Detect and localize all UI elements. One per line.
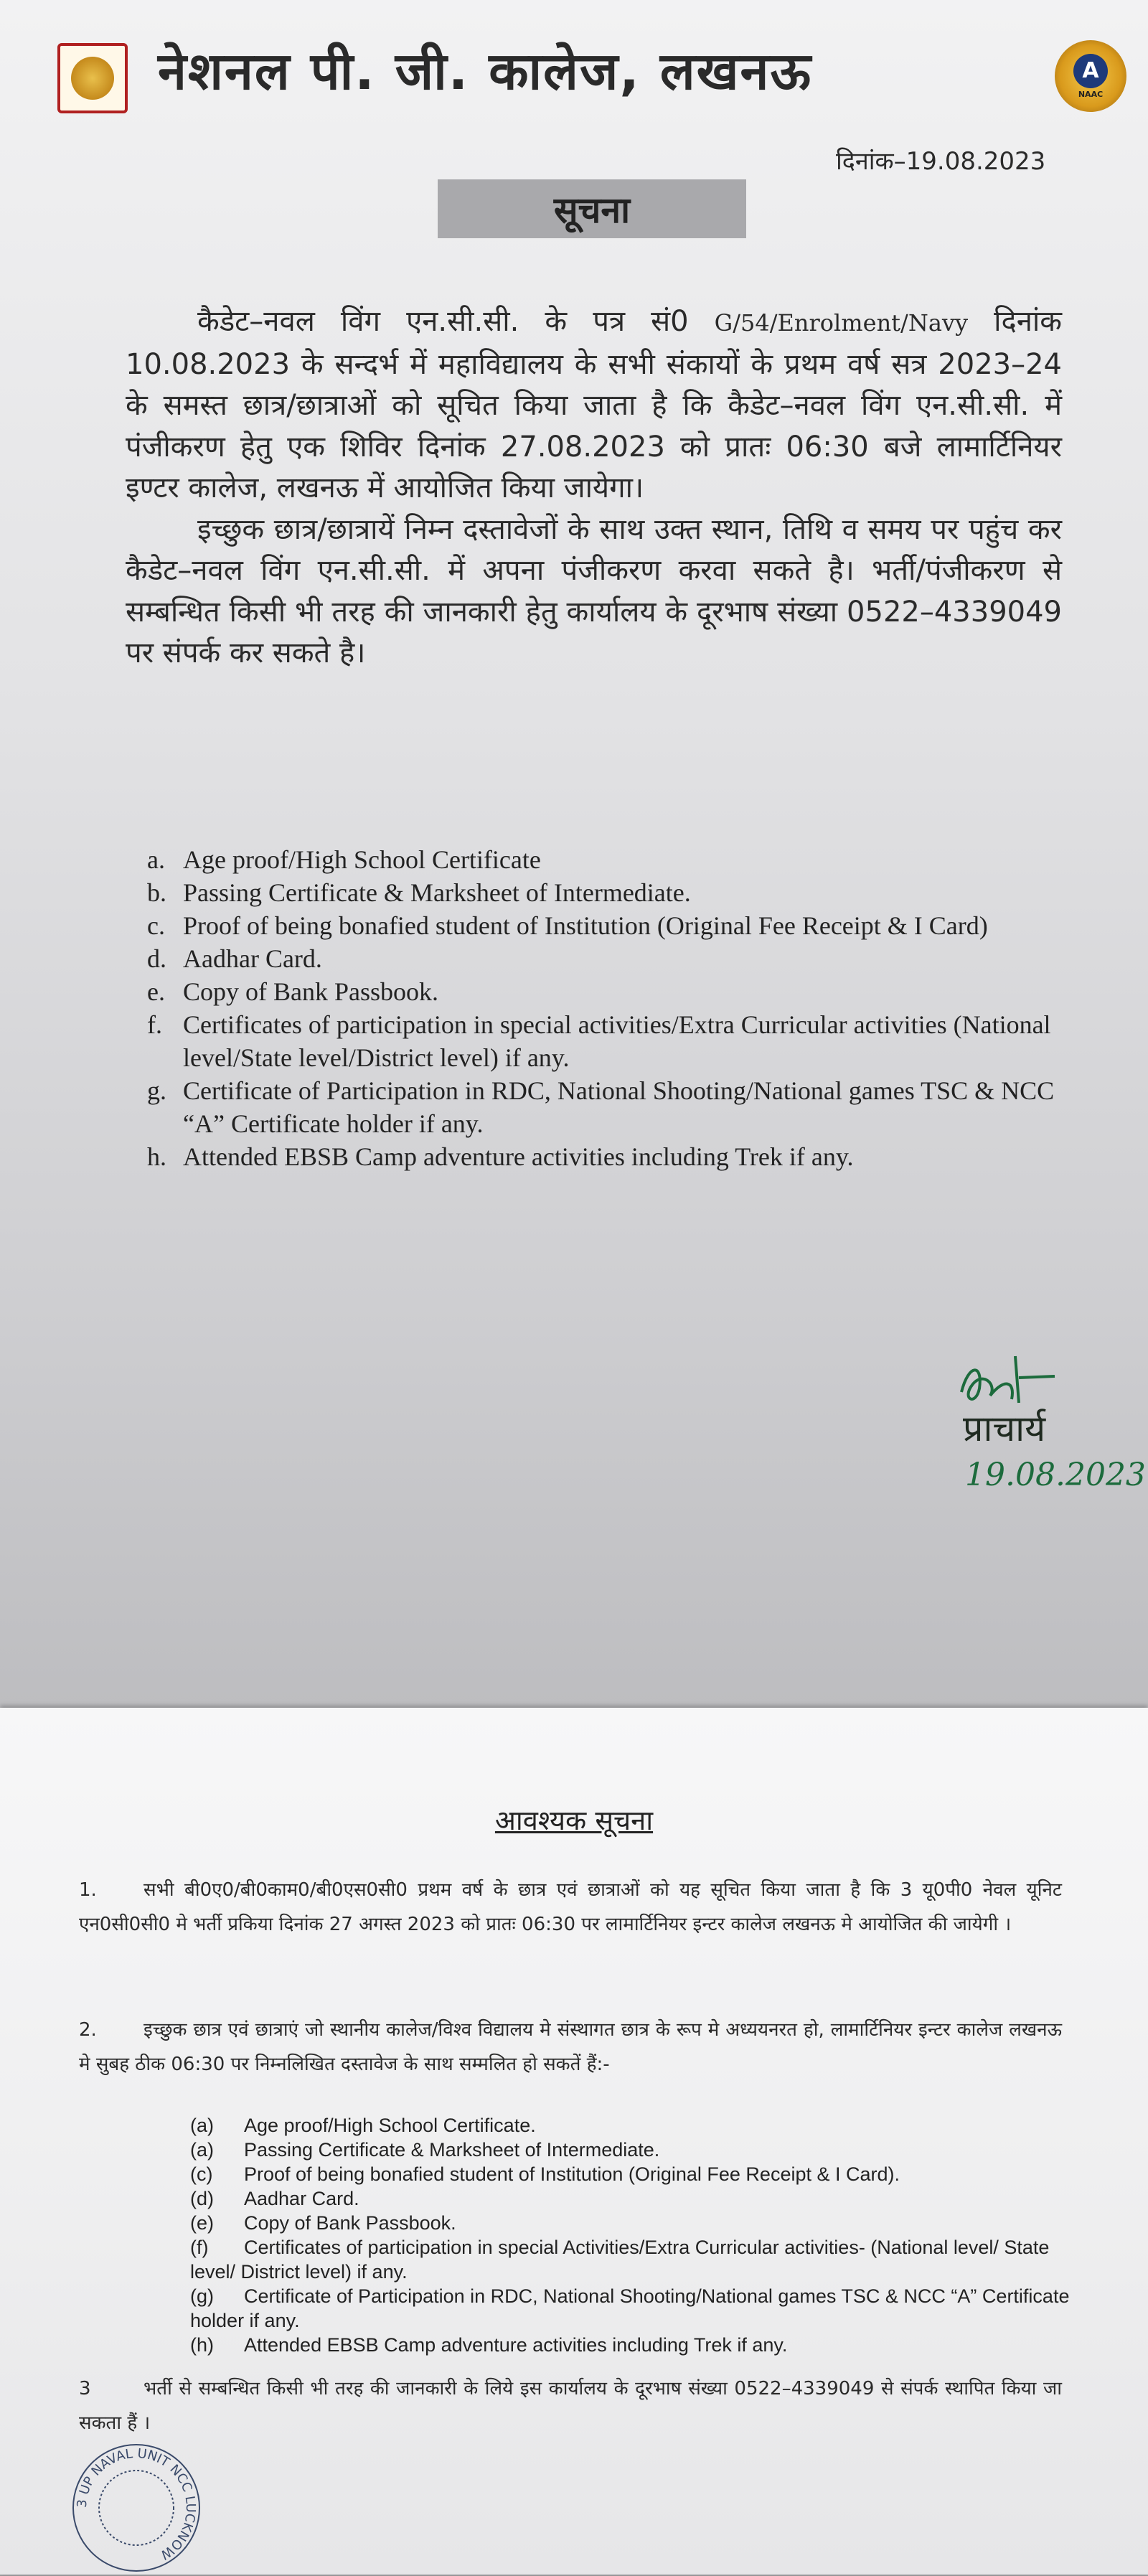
document-text: Certificate of Participation in RDC, National Shooting/National games TSC & NCC “A” Certificate holder if any. (190, 2285, 1070, 2331)
document-item (190, 2211, 1087, 2235)
item-number: 2. (79, 2019, 97, 2041)
document-item (190, 2162, 1087, 2186)
document-text: Certificates of participation in special activities/Extra Curricular activities (National level/State level/District level) if any. (183, 1010, 1051, 1072)
document-letter: (a) (190, 2139, 214, 2161)
document-text: Proof of being bonafied student of Institution (Original Fee Receipt & I Card) (183, 911, 988, 940)
document-text: Copy of Bank Passbook. (183, 977, 439, 1006)
document-letter: g. (147, 1076, 166, 1105)
document-text: Attended EBSB Camp adventure activities including Trek if any. (244, 2334, 788, 2356)
stamp-text: 3 UP NAVAL UNIT NCC LUCKNOW (74, 2445, 199, 2562)
document-item (147, 942, 1101, 975)
document-item (147, 975, 1101, 1008)
item-text: भर्ती से सम्बन्धित किसी भी तरह की जानकारी के लिये इस कार्यालय के दूरभाष संख्या 0522–4339049 से संपर्क स्थापित किया जा सकता हैं । (79, 2378, 1062, 2434)
document-letter: (g) (190, 2285, 214, 2307)
document-item (190, 2333, 1087, 2357)
naac-label: NAAC (1078, 89, 1104, 99)
notice2-item-2 (79, 2013, 1062, 2082)
notice-title-box (438, 179, 746, 238)
notice-date: दिनांक–19.08.2023 (836, 147, 1046, 176)
notice-paragraph-2: इच्छुक छात्र/छात्रायें निम्न दस्तावेजों के साथ उक्त स्थान, तिथि व समय पर पहुंच कर कैडेट–नवल विंग एन.सी.सी. में अपना पंजीकरण करवा सकते है। भर्ती/पंजीकरण से सम्बन्धित किसी भी तरह की जानकारी हेतु कार्यालय के दूरभाष संख्या 0522–4339049 पर संपर्क कर सकते है। (126, 512, 1062, 669)
document-letter: (a) (190, 2115, 214, 2136)
document-letter: (c) (190, 2163, 213, 2185)
notice2-item-3 (79, 2371, 1062, 2440)
notice-paragraph-1 (126, 301, 1062, 509)
document-item (147, 1140, 1101, 1173)
notice2-title-wrap (0, 1801, 1148, 1838)
letter-reference: G/54/Enrolment/Navy (714, 309, 969, 337)
item-text: इच्छुक छात्र एवं छात्राएं जो स्थानीय कालेज/विश्व विद्यालय मे संस्थागत छात्र के रूप मे अध्ययनरत हो, लामार्टिनियर इन्टर कालेज लखनऊ मे सुबह ठीक 06:30 पर निम्नलिखित दस्तावेज के साथ सम्मलित हो सकतें हैं:- (79, 2019, 1062, 2075)
document-text: Passing Certificate & Marksheet of Intermediate. (183, 878, 691, 907)
document-letter: d. (147, 944, 166, 973)
document-item (190, 2186, 1087, 2211)
notice2-item-1 (79, 1873, 1062, 1942)
document-item (147, 909, 1101, 942)
document-item (147, 876, 1101, 909)
notice-title: सूचना (553, 189, 631, 231)
document-text: Attended EBSB Camp adventure activities including Trek if any. (183, 1142, 854, 1171)
document-text: Certificates of participation in special Activities/Extra Curricular activities- (National level/ State level/ District level) if any. (190, 2237, 1050, 2283)
document-letter: a. (147, 845, 165, 874)
document-item (147, 1008, 1101, 1074)
document-item (147, 843, 1101, 876)
document-item (190, 2138, 1087, 2162)
document-letter: b. (147, 878, 166, 907)
document-letter: f. (147, 1010, 162, 1039)
unit-stamp (68, 2440, 204, 2576)
naac-badge (1055, 40, 1126, 112)
document-item (190, 2113, 1087, 2138)
item-number: 1. (79, 1879, 97, 1901)
document-text: Copy of Bank Passbook. (244, 2212, 456, 2234)
document-item (147, 1074, 1101, 1140)
document-letter: (f) (190, 2237, 209, 2258)
document-letter: (h) (190, 2334, 214, 2356)
college-name: नेशनल पी. जी. कालेज, लखनऊ (158, 41, 813, 101)
document-text: Proof of being bonafied student of Institution (Original Fee Receipt & I Card). (244, 2163, 900, 2185)
document-letter: (d) (190, 2188, 214, 2209)
documents-list (147, 843, 1101, 1173)
naac-grade: A (1073, 54, 1108, 88)
item-text: सभी बी0ए0/बी0काम0/बी0एस0सी0 प्रथम वर्ष के छात्र एवं छात्राओं को यह सूचित किया जाता है कि 3 यू0पी0 नेवल यूनिट एन0सी0सी0 मे भर्ती प्रकिया दिनांक 27 अगस्त 2023 को प्रातः 06:30 पर लामार्टिनियर इन्टर कालेज लखनऊ मे आयोजित की जायेगी । (79, 1879, 1062, 1935)
document-item (190, 2284, 1087, 2333)
document-text: Age proof/High School Certificate. (244, 2115, 536, 2136)
document-text: Age proof/High School Certificate (183, 845, 541, 874)
notice-body (126, 301, 1062, 674)
college-logo (57, 43, 128, 113)
para1-start: कैडेट–नवल विंग एन.सी.सी. के पत्र सं0 (197, 305, 689, 338)
document-text: Aadhar Card. (183, 944, 322, 973)
para1-rest: दिनांक 10.08.2023 के सन्दर्भ में महाविद्यालय के सभी संकायों के प्रथम वर्ष सत्र 2023–24 के समस्त छात्र/छात्राओं को सूचित किया जाता है कि कैडेट–नवल विंग एन.सी.सी. में पंजीकरण हेतु एक शिविर दिनांक 27.08.2023 को प्रातः 06:30 बजे लामार्टिनियर इण्टर कालेज, लखनऊ में आयोजित किया जायेगा। (126, 305, 1063, 504)
document-letter: (e) (190, 2212, 214, 2234)
document-item (190, 2235, 1087, 2284)
document-text: Aadhar Card. (244, 2188, 359, 2209)
notice2-title: आवश्यक सूचना (494, 1805, 654, 1836)
document-letter: c. (147, 911, 165, 940)
document-letter: h. (147, 1142, 166, 1171)
signature-date: 19.08.2023 (965, 1457, 1146, 1493)
document-text: Certificate of Participation in RDC, National Shooting/National games TSC & NCC “A” Certificate holder if any. (183, 1076, 1055, 1138)
designation: प्राचार्य (963, 1408, 1046, 1449)
document-letter: e. (147, 977, 165, 1006)
svg-text:3 UP NAVAL UNIT NCC LUCKNOW (75, 2446, 198, 2562)
documents-list-2 (190, 2113, 1087, 2357)
item-number: 3 (79, 2378, 91, 2399)
document-text: Passing Certificate & Marksheet of Intermediate. (244, 2139, 660, 2161)
